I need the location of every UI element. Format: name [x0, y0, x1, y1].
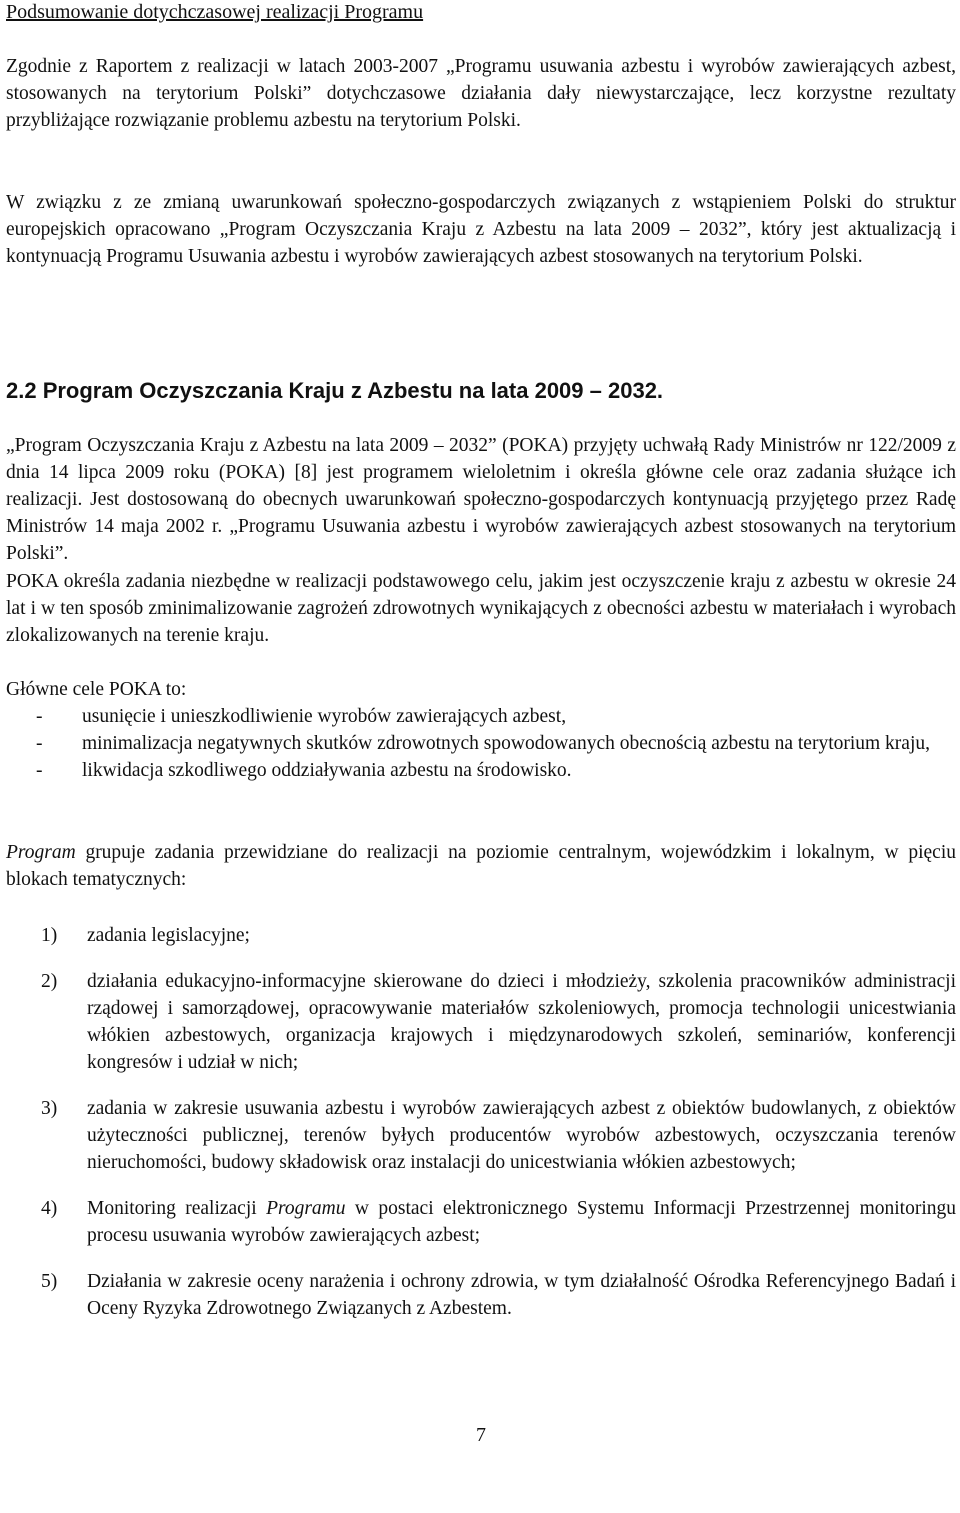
list-item: - likwidacja szkodliwego oddziaływania azbestu na środowisko. — [6, 757, 956, 784]
list-number: 5) — [41, 1271, 58, 1292]
thematic-blocks-list — [6, 922, 956, 1341]
list-bullet: - — [36, 706, 43, 727]
list-bullet: - — [36, 733, 43, 754]
section-heading-2-2: 2.2 Program Oczyszczania Kraju z Azbestu na lata 2009 – 2032. — [6, 378, 664, 403]
list-number: 3) — [41, 1098, 58, 1119]
list-item: 3) zadania w zakresie usuwania azbestu i wyrobów zawierających azbest z obiektów budowlanych, z obiektów użyteczności publicznej, terenów byłych producentów wyrobów azbestowych, oczyszczania terenów nieruchomości, budowy składowisk oraz instalacji do unicestwiania włókien azbestowych; — [6, 1095, 956, 1176]
list-number: 4) — [41, 1198, 58, 1219]
list-item: 1) zadania legislacyjne; — [6, 922, 956, 949]
paragraph-report-summary: Zgodnie z Raportem z realizacji w latach 2003-2007 „Programu usuwania azbestu i wyrobów zawierających azbest, stosowanych na terytorium Polski” dotychczasowe działania dały niewystarczające, lecz korzystne rezultaty przybliżające rozwiązanie problemu azbestu na terytorium Polski. — [6, 56, 956, 131]
list-item: 4) Monitoring realizacji Programu w postaci elektronicznego Systemu Informacji Przestrzennej monitoringu procesu usuwania wyrobów zawierających azbest; — [6, 1195, 956, 1249]
list-item: - usunięcie i unieszkodliwienie wyrobów zawierających azbest, — [6, 703, 956, 730]
paragraph-program-blocks-intro: Program grupuje zadania przewidziane do realizacji na poziomie centralnym, wojewódzkim i lokalnym, w pięciu blokach tematycznych: — [6, 842, 956, 890]
list-item: 5) Działania w zakresie oceny narażenia i ochrony zdrowia, w tym działalność Ośrodka Referencyjnego Badań i Oceny Ryzyka Zdrowotnego Związanych z Azbestem. — [6, 1268, 956, 1322]
list-number: 1) — [41, 925, 58, 946]
list-item: - minimalizacja negatywnych skutków zdrowotnych spowodowanych obecnością azbestu na terytorium kraju, — [6, 730, 956, 757]
section-title: Podsumowanie dotychczasowej realizacji Programu — [6, 1, 424, 23]
goals-list — [6, 703, 956, 784]
list-number: 2) — [41, 971, 58, 992]
goals-label: Główne cele POKA to: — [6, 679, 187, 700]
paragraph-program-update: W związku z ze zmianą uwarunkowań społeczno-gospodarczych związanych z wstąpieniem Polski do struktur europejskich opracowano „Program Oczyszczania Kraju z Azbestu na lata 2009 – 2032”, który jest aktualizacją i kontynuacją Programu Usuwania azbestu i wyrobów zawierających azbest stosowanych na terytorium Polski. — [6, 192, 956, 267]
paragraph-poka-tasks: POKA określa zadania niezbędne w realizacji podstawowego celu, jakim jest oczyszczenie kraju z azbestu w okresie 24 lat i w ten sposób zminimalizowanie zagrożeń zdrowotnych wynikających z obecności azbestu w materiałach i wyrobach zlokalizowanych na terenie kraju. — [6, 571, 956, 646]
list-item: 2) działania edukacyjno-informacyjne skierowane do dzieci i młodzieży, szkolenia pracowników administracji rządowej i samorządowej, opracowywanie materiałów szkoleniowych, promocja technologii unicestwiania włókien azbestowych, organizacja krajowych i międzynarodowych szkoleń, seminariów, konferencji kongresów i udział w nich; — [6, 968, 956, 1076]
page-number: 7 — [476, 1424, 486, 1446]
list-bullet: - — [36, 760, 43, 781]
paragraph-poka-adoption: „Program Oczyszczania Kraju z Azbestu na lata 2009 – 2032” (POKA) przyjęty uchwałą Rady Ministrów nr 122/2009 z dnia 14 lipca 2009 roku (POKA) [8] jest programem wieloletnim i określa główne cele oraz zadania służące ich realizacji. Jest dostosowaną do obecnych uwarunkowań społeczno-gospodarczych kontynuacją przyjętego przez Radę Ministrów 14 maja 2002 r. „Programu Usuwania azbestu i wyrobów zawierających azbest stosowanych na terytorium Polski”. — [6, 435, 956, 564]
